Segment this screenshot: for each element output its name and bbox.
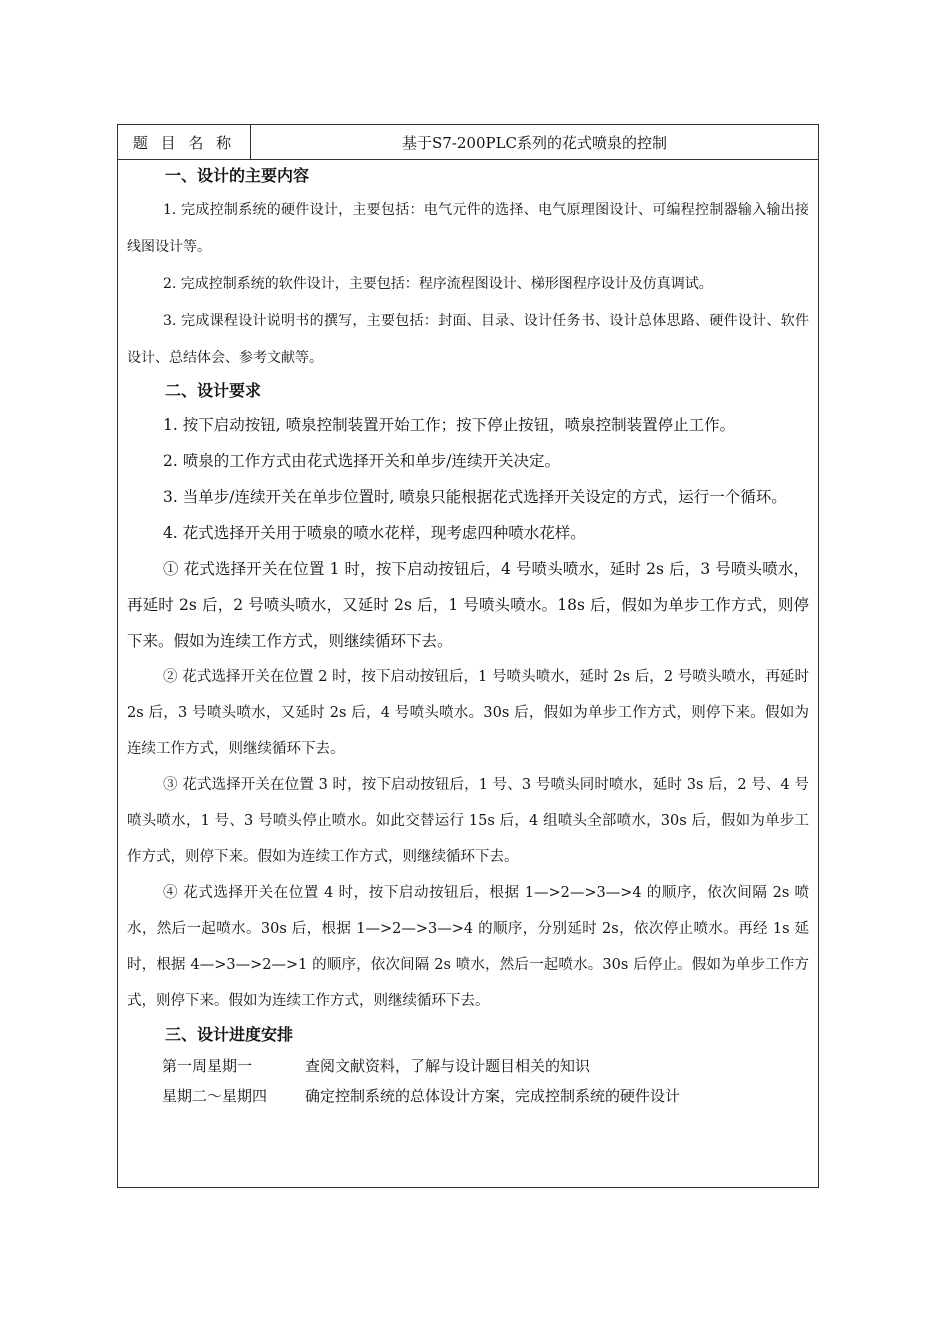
section-schedule-heading: 三、设计进度安排 [165, 1025, 294, 1044]
task-table [117, 124, 819, 1188]
schedule-day: 第一周星期一 [162, 1057, 253, 1075]
title-row [118, 125, 818, 160]
content-item-1: 1. 完成控制系统的硬件设计，主要包括：电气元件的选择、电气原理图设计、可编程控制器输入输出接线图设计等。 [127, 202, 809, 255]
section-requirements-heading: 二、设计要求 [165, 381, 262, 400]
content-item-2: 2. 完成控制系统的软件设计，主要包括：程序流程图设计、梯形图程序设计及仿真调试。 [163, 276, 713, 292]
pattern-2: ② 花式选择开关在位置 2 时，按下启动按钮后，1 号喷头喷水，延时 2s 后，2 号喷头喷水，再延时 2s 后，3 号喷头喷水，又延时 2s 后，4 号喷头喷水。30s 后，假如为单步工作方式，则停下来。假如为连续工作方式，则继续循环下去。 [127, 669, 809, 757]
requirement-1: 1. 按下启动按钮, 喷泉控制装置开始工作；按下停止按钮，喷泉控制装置停止工作。 [163, 416, 736, 434]
project-title: 基于S7-200PLC系列的花式喷泉的控制 [401, 133, 668, 152]
requirement-4: 4. 花式选择开关用于喷泉的喷水花样，现考虑四种喷水花样。 [163, 524, 586, 542]
pattern-1: ① 花式选择开关在位置 1 时，按下启动按钮后，4 号喷头喷水，延时 2s 后，3 号喷头喷水，再延时 2s 后，2 号喷头喷水，又延时 2s 后，1 号喷头喷水。18s 后，假如为单步工作方式，则停下来。假如为连续工作方式，则继续循环下去。 [127, 560, 809, 650]
schedule-row [127, 1051, 809, 1081]
schedule-row [127, 1081, 809, 1111]
pattern-4: ④ 花式选择开关在位置 4 时，按下启动按钮后，根据 1—>2—>3—>4 的顺序，依次间隔 2s 喷水，然后一起喷水。30s 后，根据 1—>2—>3—>4 的顺序，分别延时 2s，依次停止喷水。再经 1s 延时，根据 4—>3—>2—>1 的顺序，依次间隔 2s 喷水，然后一起喷水。30s 后停止。假如为单步工作方式，则停下来。假如为连续工作方式，则继续循环下去。 [127, 885, 809, 1009]
content-item-3: 3. 完成课程设计说明书的撰写，主要包括：封面、目录、设计任务书、设计总体思路、硬件设计、软件设计、总结体会、参考文献等。 [127, 313, 809, 366]
content-cell [118, 160, 818, 1111]
section-main-content-heading: 一、设计的主要内容 [165, 166, 310, 185]
schedule-task: 查阅文献资料，了解与设计题目相关的知识 [305, 1057, 591, 1075]
pattern-3: ③ 花式选择开关在位置 3 时，按下启动按钮后，1 号、3 号喷头同时喷水，延时 3s 后，2 号、4 号喷头喷水，1 号、3 号喷头停止喷水。如此交替运行 15s 后，4 组喷头全部喷水，30s 后，假如为单步工作方式，则停下来。假如为连续工作方式，则继续循环下去。 [127, 777, 809, 865]
schedule-day: 星期二～星期四 [162, 1087, 268, 1105]
title-label: 题 目 名 称 [118, 125, 251, 159]
requirement-3: 3. 当单步/连续开关在单步位置时, 喷泉只能根据花式选择开关设定的方式，运行一个循环。 [163, 488, 787, 506]
requirement-2: 2. 喷泉的工作方式由花式选择开关和单步/连续开关决定。 [163, 452, 560, 470]
schedule-task: 确定控制系统的总体设计方案，完成控制系统的硬件设计 [305, 1087, 681, 1105]
